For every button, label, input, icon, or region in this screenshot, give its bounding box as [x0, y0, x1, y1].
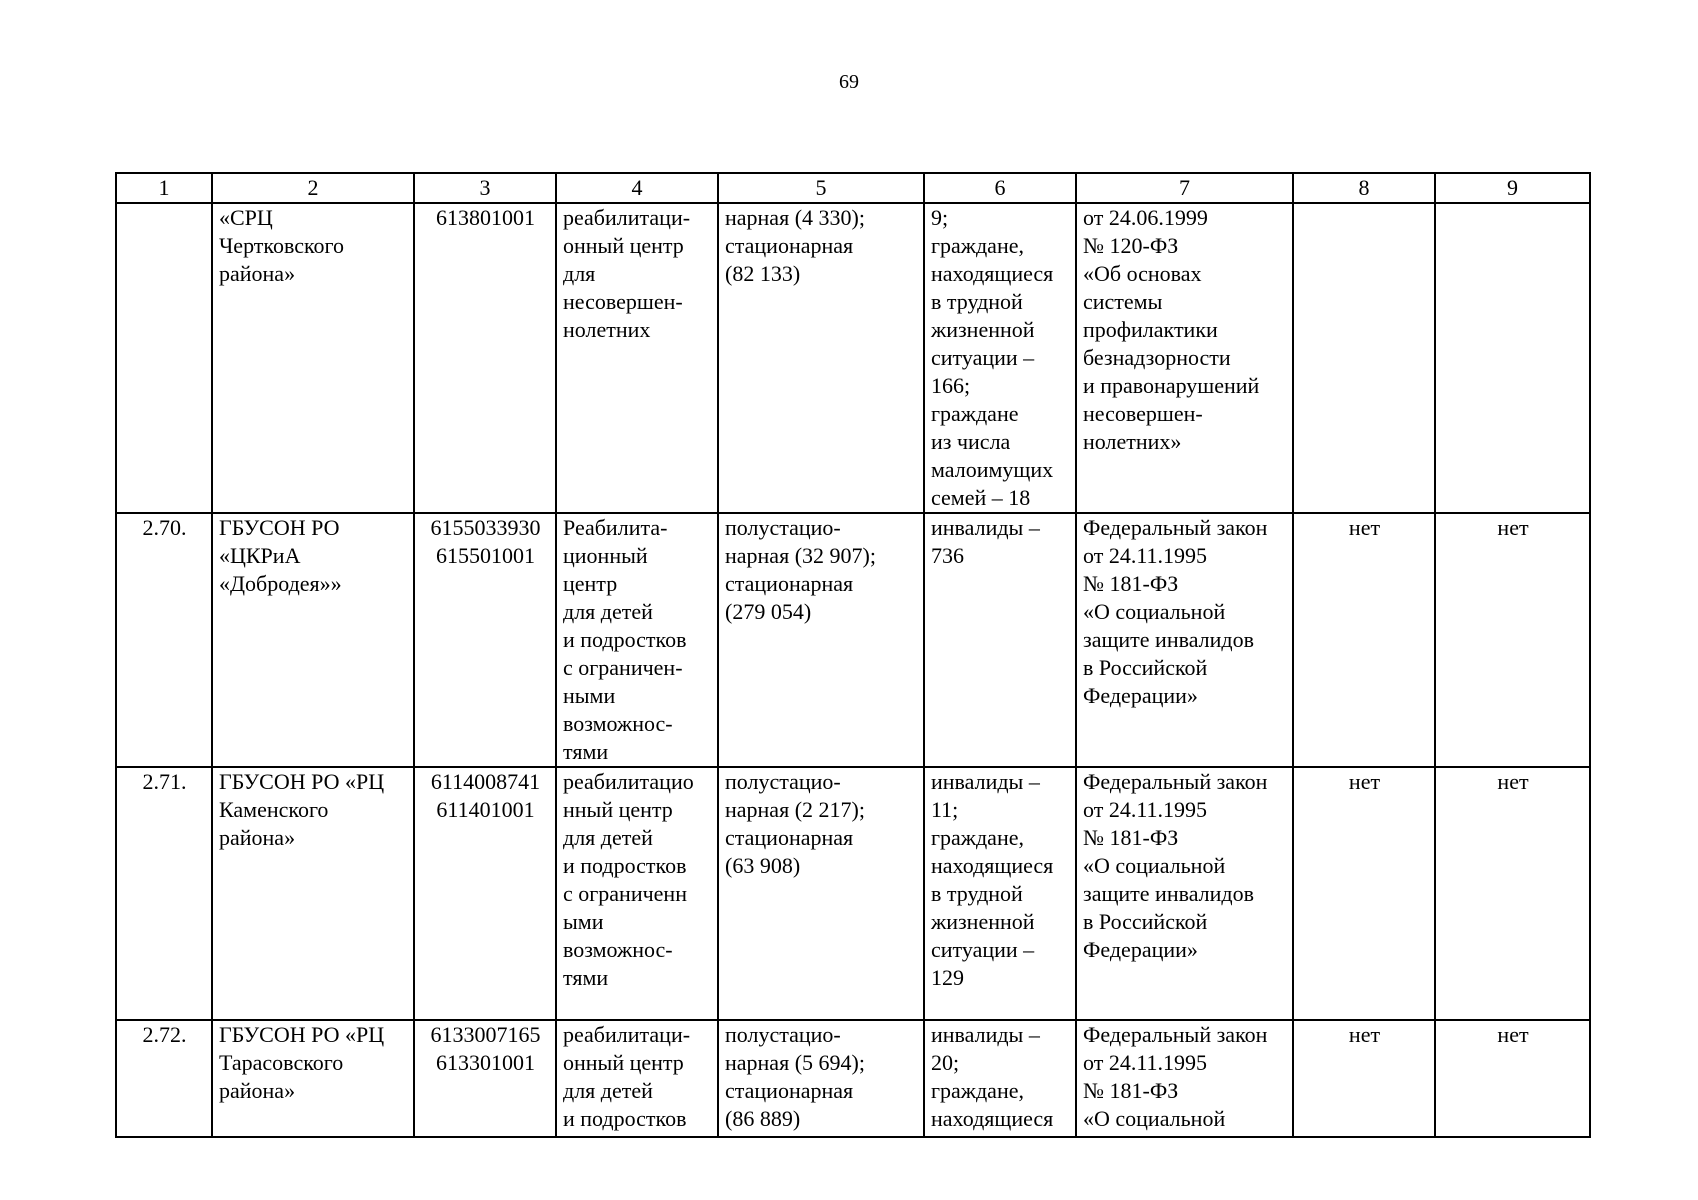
column-9-value [1435, 203, 1590, 513]
institution-name: «СРЦ Чертковского района» [212, 203, 414, 513]
table-row [116, 767, 1590, 1020]
header-cell-1: 1 [116, 173, 212, 203]
column-8-value: нет [1293, 1020, 1435, 1137]
legal-basis: от 24.06.1999 № 120-ФЗ «Об основах системы профилактики безнадзорности и правонарушений несовершен- нолетних» [1076, 203, 1293, 513]
recipient-categories: инвалиды – 20; граждане, находящиеся [924, 1020, 1076, 1137]
header-cell-7: 7 [1076, 173, 1293, 203]
registry-table [115, 172, 1591, 1138]
legal-basis: Федеральный закон от 24.11.1995 № 181-ФЗ «О социальной [1076, 1020, 1293, 1137]
inn-kpp: 6133007165 613301001 [414, 1020, 556, 1137]
header-cell-9: 9 [1435, 173, 1590, 203]
page-number: 69 [839, 71, 859, 93]
header-cell-3: 3 [414, 173, 556, 203]
table-header-row [116, 173, 1590, 203]
column-9-value: нет [1435, 513, 1590, 767]
institution-type: Реабилита- ционный центр для детей и подростков с ограничен- ными возможнос- тями [556, 513, 718, 767]
row-number: 2.72. [116, 1020, 212, 1137]
column-8-value [1293, 203, 1435, 513]
table-row [116, 1020, 1590, 1137]
institution-name: ГБУСОН РО «РЦ Каменского района» [212, 767, 414, 1020]
institution-name: ГБУСОН РО «РЦ Тарасовского района» [212, 1020, 414, 1137]
recipient-categories: инвалиды – 11; граждане, находящиеся в трудной жизненной ситуации – 129 [924, 767, 1076, 1020]
service-form: полустацио- нарная (5 694); стационарная (86 889) [718, 1020, 924, 1137]
header-cell-4: 4 [556, 173, 718, 203]
institution-name: ГБУСОН РО «ЦКРиА «Добродея»» [212, 513, 414, 767]
column-9-value: нет [1435, 767, 1590, 1020]
service-form: полустацио- нарная (2 217); стационарная (63 908) [718, 767, 924, 1020]
legal-basis: Федеральный закон от 24.11.1995 № 181-ФЗ «О социальной защите инвалидов в Российской Федерации» [1076, 513, 1293, 767]
column-9-value: нет [1435, 1020, 1590, 1137]
recipient-categories: 9; граждане, находящиеся в трудной жизненной ситуации – 166; граждане из числа малоимущих семей – 18 [924, 203, 1076, 513]
row-number: 2.71. [116, 767, 212, 1020]
inn-kpp: 6114008741 611401001 [414, 767, 556, 1020]
table-row [116, 203, 1590, 513]
row-number: 2.70. [116, 513, 212, 767]
inn-kpp: 613801001 [414, 203, 556, 513]
header-cell-6: 6 [924, 173, 1076, 203]
row-number [116, 203, 212, 513]
header-cell-8: 8 [1293, 173, 1435, 203]
legal-basis: Федеральный закон от 24.11.1995 № 181-ФЗ «О социальной защите инвалидов в Российской Федерации» [1076, 767, 1293, 1020]
header-cell-5: 5 [718, 173, 924, 203]
column-8-value: нет [1293, 767, 1435, 1020]
header-cell-2: 2 [212, 173, 414, 203]
service-form: нарная (4 330); стационарная (82 133) [718, 203, 924, 513]
institution-type: реабилитацио нный центр для детей и подростков с ограниченн ыми возможнос- тями [556, 767, 718, 1020]
column-8-value: нет [1293, 513, 1435, 767]
table-row [116, 513, 1590, 767]
recipient-categories: инвалиды – 736 [924, 513, 1076, 767]
inn-kpp: 6155033930 615501001 [414, 513, 556, 767]
institution-type: реабилитаци- онный центр для несовершен- нолетних [556, 203, 718, 513]
service-form: полустацио- нарная (32 907); стационарная (279 054) [718, 513, 924, 767]
institution-type: реабилитаци- онный центр для детей и подростков [556, 1020, 718, 1137]
